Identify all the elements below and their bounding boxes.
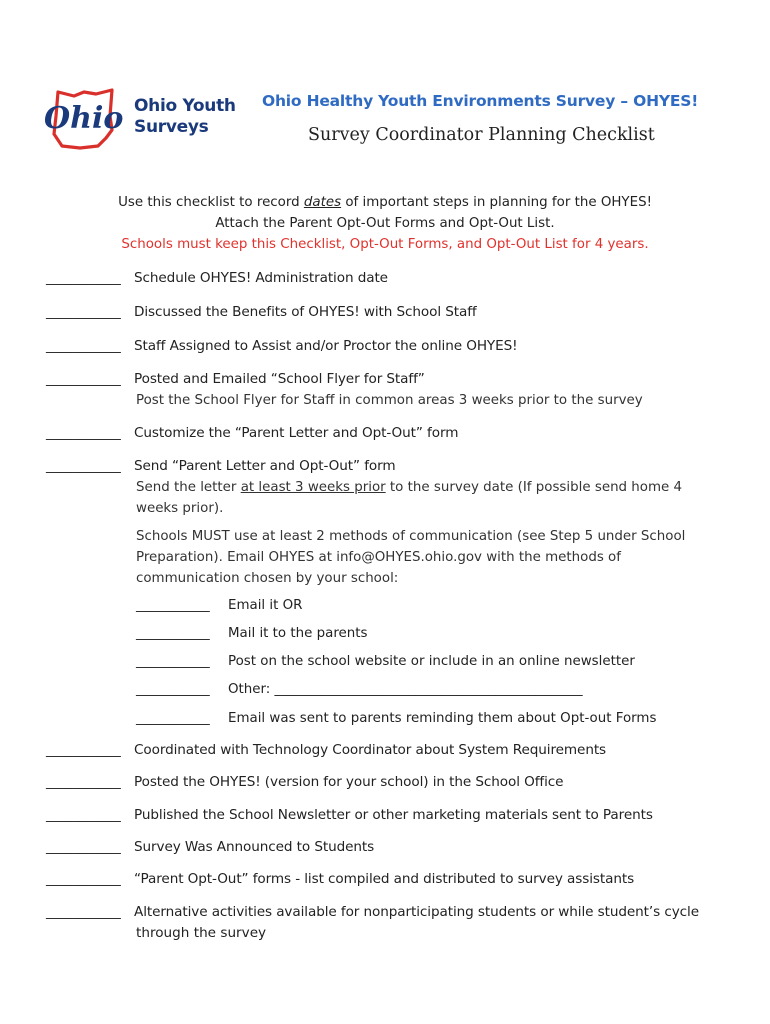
checklist-item: ___________ Discussed the Benefits of OHYES! with School Staff: [46, 302, 477, 323]
date-blank[interactable]: ___________: [46, 371, 121, 387]
date-blank[interactable]: ___________: [46, 839, 121, 855]
checklist-item: ___________ Send “Parent Letter and Opt-Out” form: [46, 456, 396, 477]
date-blank[interactable]: ___________: [136, 626, 210, 641]
item-note-send-cont: weeks prior).: [136, 501, 224, 516]
checklist-item: ___________ Posted and Emailed “School Flyer for Staff”: [46, 369, 425, 390]
method-sub-item: ___________ Mail it to the parents: [136, 623, 367, 644]
checklist-item: ___________ Customize the “Parent Letter and Opt-Out” form: [46, 423, 458, 444]
date-blank[interactable]: ___________: [46, 304, 121, 320]
intro-retention-warning: Schools must keep this Checklist, Opt-Out Forms, and Opt-Out List for 4 years.: [121, 237, 649, 252]
checklist-item: ___________ Published the School Newsletter or other marketing materials sent to Parents: [46, 805, 653, 826]
date-blank[interactable]: ___________: [136, 654, 210, 669]
date-blank[interactable]: ___________: [46, 807, 121, 823]
date-blank[interactable]: ___________: [46, 742, 121, 758]
checklist-item: ___________ Alternative activities available for nonparticipating students or while student’s cycle: [46, 902, 699, 923]
date-blank[interactable]: ___________: [46, 270, 121, 286]
intro-line-2: Attach the Parent Opt-Out Forms and Opt-Out List.: [215, 216, 555, 231]
item-note-methods-1: Schools MUST use at least 2 methods of communication (see Step 5 under School: [136, 529, 686, 544]
date-blank[interactable]: ___________: [46, 338, 121, 354]
checklist-item: ___________ Staff Assigned to Assist and/or Proctor the online OHYES!: [46, 336, 518, 357]
ohio-wordmark-text: Ohio: [44, 101, 124, 136]
checklist-item: ___________ Coordinated with Technology Coordinator about System Requirements: [46, 740, 606, 761]
item-note-send: Send the letter at least 3 weeks prior to the survey date (If possible send home 4: [136, 480, 683, 495]
method-sub-item: ___________ Other: ______________________________________________: [136, 679, 583, 700]
survey-title: Ohio Healthy Youth Environments Survey – OHYES!: [262, 92, 699, 110]
ohio-wordmark: [40, 86, 130, 152]
checklist-item: ___________ Survey Was Announced to Students: [46, 837, 374, 858]
date-blank[interactable]: ___________: [136, 598, 210, 613]
logo-line-2: Surveys: [134, 117, 209, 137]
date-blank[interactable]: ___________: [136, 711, 210, 726]
date-blank[interactable]: ___________: [46, 904, 121, 920]
item-note-flyer: Post the School Flyer for Staff in common areas 3 weeks prior to the survey: [136, 393, 643, 408]
date-blank[interactable]: ___________: [46, 458, 121, 474]
item-note-methods-3: communication chosen by your school:: [136, 571, 399, 586]
ohio-youth-surveys-logo: [40, 86, 240, 152]
intro-line-1: Use this checklist to record dates of important steps in planning for the OHYES!: [118, 195, 652, 210]
date-blank[interactable]: ___________: [46, 871, 121, 887]
date-blank[interactable]: ___________: [136, 682, 210, 697]
checklist-subtitle: Survey Coordinator Planning Checklist: [308, 125, 655, 145]
logo-line-1: Ohio Youth: [134, 96, 236, 116]
method-sub-item: ___________ Email it OR: [136, 595, 302, 616]
checklist-item: ___________ Posted the OHYES! (version for your school) in the School Office: [46, 772, 563, 793]
date-blank[interactable]: ___________: [46, 774, 121, 790]
intro-text: [0, 192, 770, 255]
method-sub-item: ___________ Post on the school website or include in an online newsletter: [136, 651, 635, 672]
checklist-item: ___________ “Parent Opt-Out” forms - list compiled and distributed to survey assistants: [46, 869, 634, 890]
item-note-methods-2: Preparation). Email OHYES at info@OHYES.ohio.gov with the methods of: [136, 550, 621, 565]
item-continuation: through the survey: [136, 925, 267, 941]
checklist-item: ___________ Schedule OHYES! Administration date: [46, 268, 388, 289]
method-sub-item: ___________ Email was sent to parents reminding them about Opt-out Forms: [136, 708, 656, 729]
date-blank[interactable]: ___________: [46, 425, 121, 441]
